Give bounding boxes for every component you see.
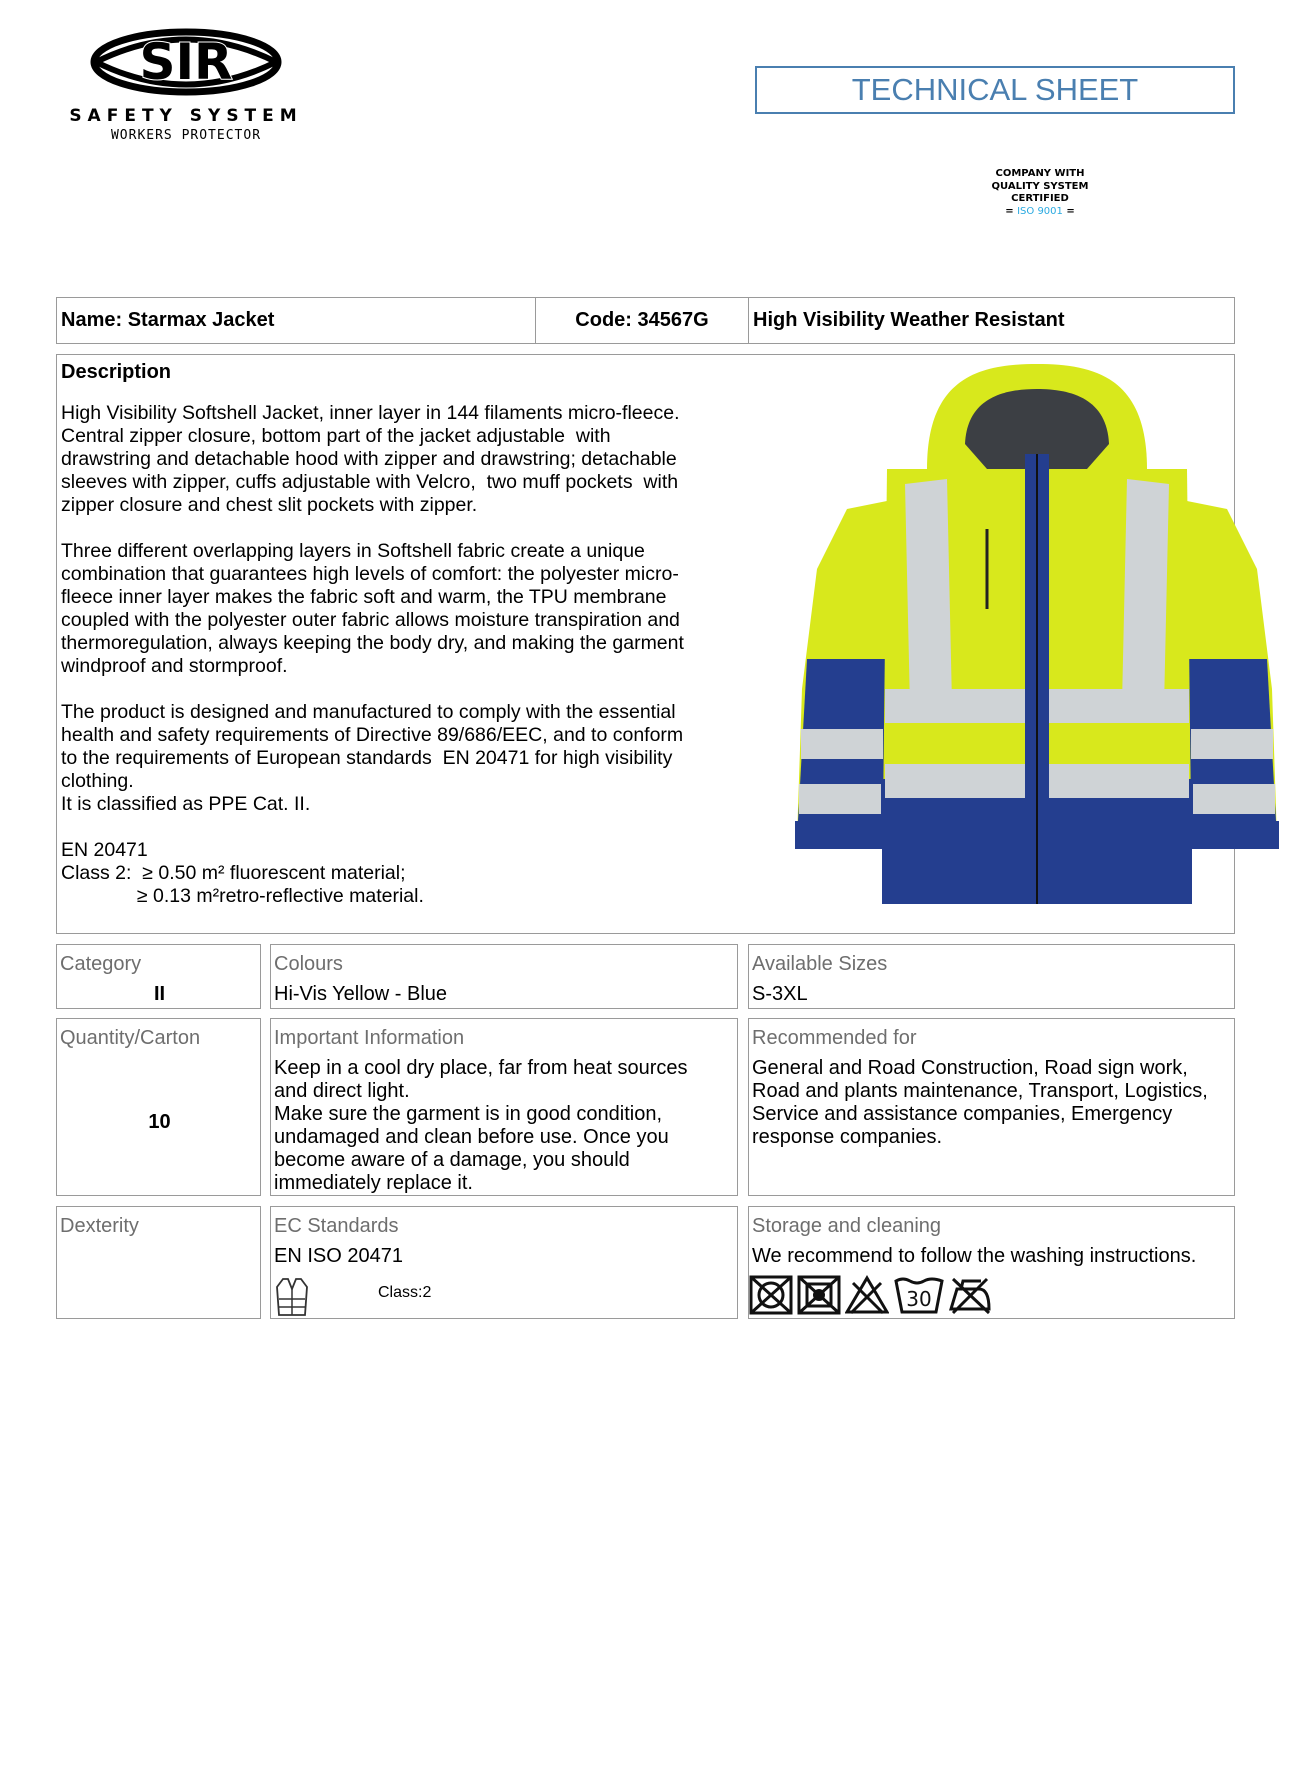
- quantity-label: Quantity/Carton: [60, 1027, 201, 1049]
- important-info-value: Keep in a cool dry place, far from heat sources and direct light. Make sure the garment is in good condition, undamaged and clean before use. Once you become aware of a damage, you should immediately replace it.: [274, 1057, 688, 1194]
- logo-text: SIR: [139, 33, 233, 91]
- quantity-box: [56, 1018, 261, 1196]
- storage-label: Storage and cleaning: [752, 1215, 942, 1237]
- description-paragraph-1: High Visibility Softshell Jacket, inner layer in 144 filaments micro-fleece. Central zipper closure, bottom part of the jacket adjustable with drawstring and detachable hood with zipper and drawstring; detachable sleeves with zipper, cuffs adjustable with Velcro, two muff pockets with zipper closure and chest slit pockets with zipper.: [61, 402, 680, 516]
- recommended-value: General and Road Construction, Road sign work, Road and plants maintenance, Transport, Logistics, Service and assistance companies, Emergency response companies.: [752, 1057, 1208, 1148]
- sizes-label: Available Sizes: [752, 953, 888, 975]
- no-tumble-dry-icon: [749, 1275, 793, 1315]
- product-type: High Visibility Weather Resistant: [748, 297, 1235, 344]
- iso-standard: ISO 9001: [1017, 205, 1063, 217]
- iso-line-3: CERTIFIED: [1011, 193, 1069, 204]
- dexterity-box: [56, 1206, 261, 1319]
- description-title: Description: [61, 361, 172, 383]
- description-standard-class: EN 20471 Class 2: ≥ 0.50 m² fluorescent material; ≥ 0.13 m²retro-reflective material.: [61, 839, 424, 907]
- product-code: Code: 34567G: [535, 297, 749, 344]
- care-symbols: [749, 1273, 999, 1317]
- dexterity-label: Dexterity: [60, 1215, 139, 1237]
- recommended-label: Recommended for: [752, 1027, 917, 1049]
- company-logo: [56, 22, 316, 147]
- product-name: Name: Starmax Jacket: [56, 297, 536, 344]
- no-iron-icon: [947, 1275, 993, 1315]
- sizes-value: S-3XL: [752, 983, 808, 1005]
- important-info-box: [270, 1018, 738, 1196]
- iso-certification-badge: COMPANY WITH QUALITY SYSTEM CERTIFIED = ISO 9001 =: [980, 168, 1100, 218]
- no-bleach-icon: [845, 1275, 889, 1315]
- description-paragraph-2: Three different overlapping layers in Softshell fabric create a unique combination that guarantees high levels of comfort: the polyester micro- fleece inner layer makes the fabric soft and warm, the TPU membrane coupled with the polyester outer fabric allows moisture transpiration and thermoregulation, always keeping the body dry, and making the garment windproof and stormproof.: [61, 540, 684, 677]
- standards-value: EN ISO 20471: [274, 1245, 403, 1267]
- storage-box: [748, 1206, 1235, 1319]
- colours-box: [270, 944, 738, 1009]
- iso-line-1: COMPANY WITH: [995, 168, 1085, 179]
- logo-tagline: SAFETY SYSTEM: [69, 106, 303, 126]
- description-section: [56, 354, 1235, 934]
- sir-logo-icon: [86, 22, 286, 102]
- logo-subtagline: WORKERS PROTECTOR: [110, 128, 262, 143]
- document-title: TECHNICAL SHEET: [755, 66, 1235, 114]
- colours-value: Hi-Vis Yellow - Blue: [274, 983, 448, 1005]
- category-box: [56, 944, 261, 1009]
- standards-class: Class:2: [378, 1284, 432, 1301]
- colours-label: Colours: [274, 953, 343, 975]
- iso-line-2: QUALITY SYSTEM: [991, 180, 1089, 192]
- storage-value: We recommend to follow the washing instructions.: [752, 1245, 1197, 1267]
- standards-box: [270, 1206, 738, 1319]
- wash-temperature: 30: [906, 1287, 932, 1311]
- important-info-label: Important Information: [274, 1027, 465, 1049]
- no-dry-clean-icon: [797, 1275, 841, 1315]
- jacket-product-image: [787, 359, 1287, 929]
- wash-30-icon: [893, 1275, 945, 1315]
- recommended-box: [748, 1018, 1235, 1196]
- category-value: II: [153, 983, 166, 1005]
- hi-vis-vest-icon: [275, 1277, 309, 1317]
- description-paragraph-3: The product is designed and manufactured to comply with the essential health and safety requirements of Directive 89/686/EEC, and to conform to the requirements of European standards EN 20471 for high visibility clothing. It is classified as PPE Cat. II.: [61, 701, 684, 815]
- sizes-box: [748, 944, 1235, 1009]
- standards-label: EC Standards: [274, 1215, 399, 1237]
- category-label: Category: [60, 953, 142, 975]
- quantity-value: 10: [148, 1111, 171, 1133]
